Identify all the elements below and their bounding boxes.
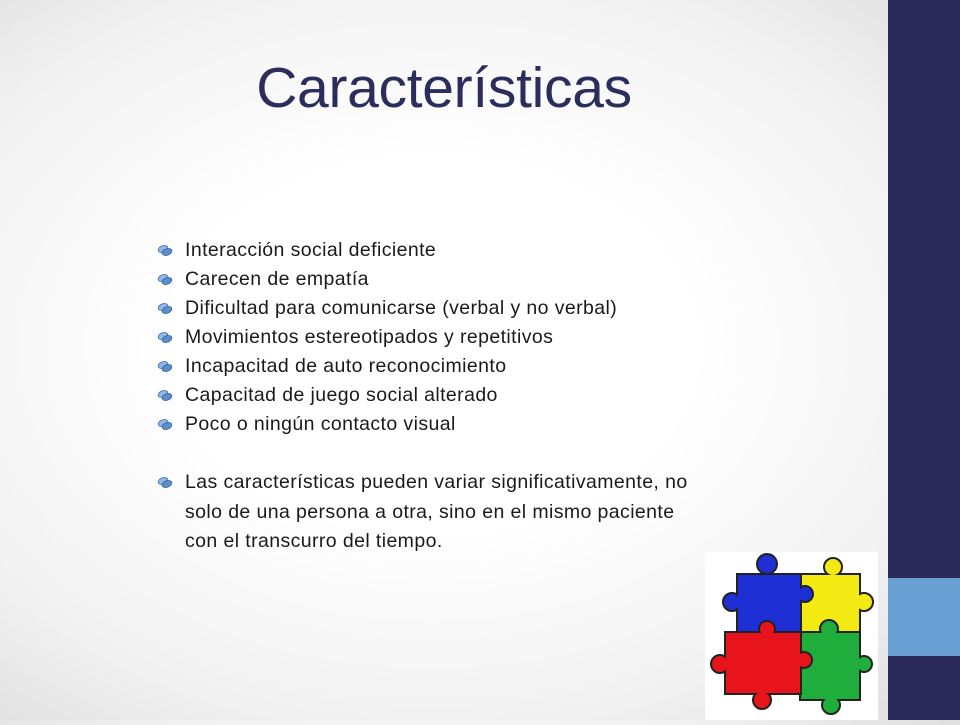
- blue-bullet-icon: [157, 389, 173, 402]
- list-item: [157, 294, 617, 323]
- note-line: Las características pueden variar significativamente, no: [185, 471, 688, 493]
- note-text: [185, 468, 688, 557]
- note-item: [157, 468, 688, 557]
- list-item-label: Poco o ningún contacto visual: [185, 413, 456, 435]
- blue-bullet-icon: [157, 302, 173, 315]
- slide-title: Características: [256, 56, 632, 120]
- blue-bullet-icon: [157, 331, 173, 344]
- list-item-label: Dificultad para comunicarse (verbal y no verbal): [185, 297, 618, 319]
- note-line: solo de una persona a otra, sino en el mismo paciente: [185, 500, 675, 523]
- list-item: [157, 381, 617, 410]
- bullet-list: [157, 236, 617, 439]
- list-item-label: Interacción social deficiente: [185, 239, 437, 261]
- list-item-label: Movimientos estereotipados y repetitivos: [185, 326, 554, 348]
- list-item: [157, 323, 617, 352]
- red-puzzle-piece: [711, 621, 812, 709]
- list-item-label: Capacitad de juego social alterado: [185, 384, 498, 406]
- sidebar-accent-block: [888, 578, 960, 656]
- green-puzzle-piece: [800, 620, 872, 714]
- list-item: [157, 352, 617, 381]
- blue-bullet-icon: [157, 418, 173, 431]
- list-item-label: Incapacitad de auto reconocimiento: [185, 355, 507, 377]
- blue-bullet-icon: [157, 476, 173, 489]
- puzzle-pieces-graphic: [705, 552, 878, 720]
- blue-bullet-icon: [157, 273, 173, 286]
- blue-bullet-icon: [157, 360, 173, 373]
- list-item: [157, 265, 617, 294]
- note-line: con el transcurro del tiempo.: [185, 530, 443, 552]
- list-item-label: Carecen de empatía: [185, 268, 369, 290]
- list-item: [157, 410, 617, 439]
- list-item: [157, 236, 617, 265]
- puzzle-pieces-image: [705, 552, 878, 720]
- blue-bullet-icon: [157, 244, 173, 257]
